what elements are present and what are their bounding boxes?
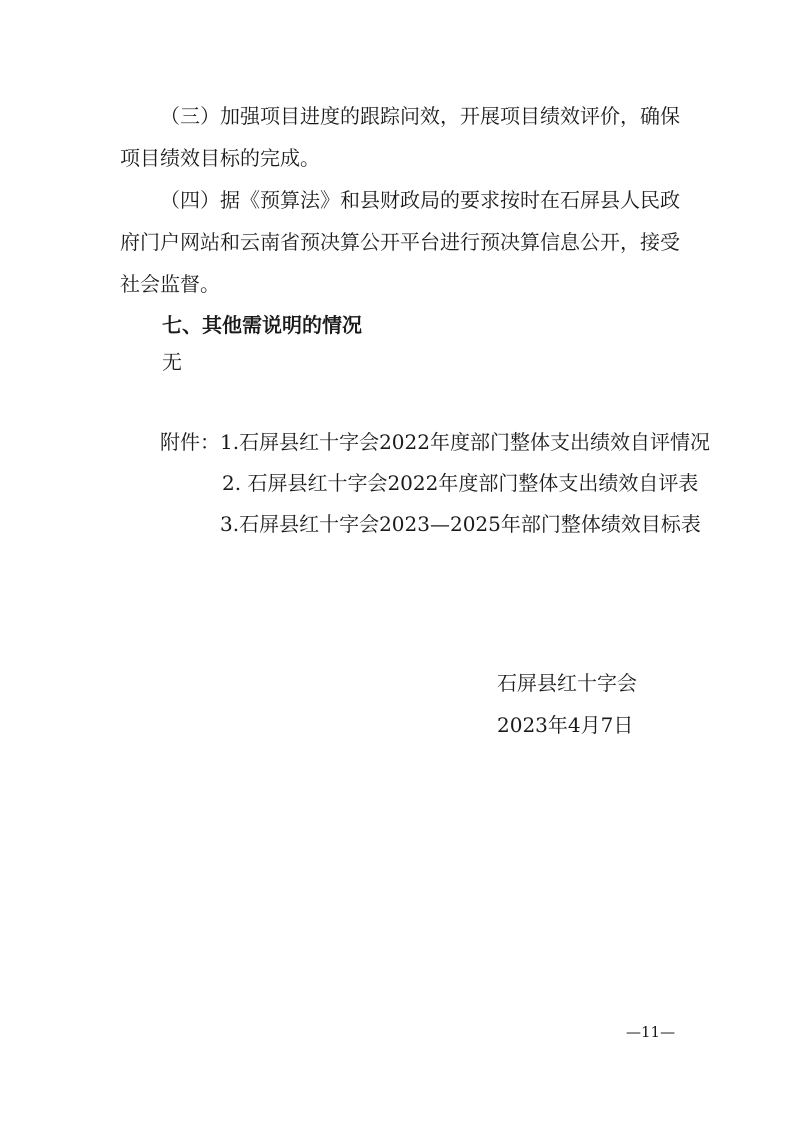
paragraph-3-line-1: （三）加强项目进度的跟踪问效，开展项目绩效评价，确保 [160, 104, 680, 128]
paragraph-3-line-2: 项目绩效目标的完成。 [120, 146, 320, 170]
paragraph-4-line-1: （四）据《预算法》和县财政局的要求按时在石屏县人民政 [160, 188, 680, 212]
section-heading: 七、其他需说明的情况 [162, 313, 362, 337]
page-number: —11— [626, 1023, 676, 1041]
paragraph-4-line-3: 社会监督。 [120, 272, 220, 296]
attachment-item-3: 3.石屏县红十字会2023—2025年部门整体绩效目标表 [220, 512, 701, 536]
attachment-item-1: 附件：1.石屏县红十字会2022年度部门整体支出绩效自评情况 [160, 430, 710, 454]
attachment-item-2: 2. 石屏县红十字会2022年度部门整体支出绩效自评表 [222, 471, 699, 495]
section-body: 无 [162, 350, 182, 374]
paragraph-4-line-2: 府门户网站和云南省预决算公开平台进行预决算信息公开，接受 [120, 230, 680, 254]
signature-organization: 石屏县红十字会 [497, 671, 637, 695]
signature-date: 2023年4月7日 [497, 713, 634, 737]
